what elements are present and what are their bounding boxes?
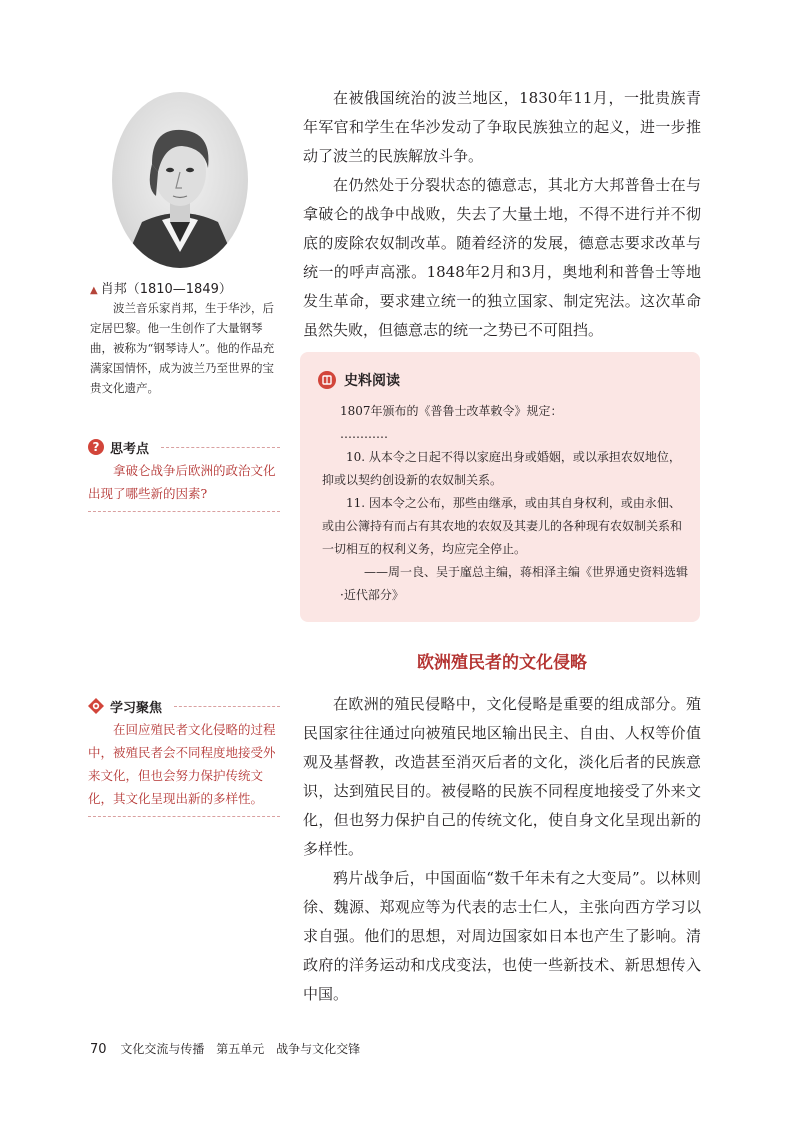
learning-focus-bottom-rule — [88, 816, 280, 817]
learning-focus-box — [88, 696, 280, 817]
page-number: 70 — [90, 1042, 107, 1057]
think-point-title: 思考点 — [110, 441, 150, 457]
source-reading-header — [318, 370, 400, 390]
source-reading-text — [322, 400, 690, 607]
think-point-header — [88, 437, 280, 457]
source-reading-box — [300, 352, 700, 622]
footer-book-title: 文化交流与传播 — [120, 1042, 205, 1056]
portrait-caption-title: ▲ 肖邦（1810—1849） — [90, 282, 232, 297]
paragraph-poland: 在被俄国统治的波兰地区，1830年11月，一批贵族青年军官和学生在华沙发动了争取民族独立的起义，进一步推动了波兰的民族解放斗争。 — [303, 89, 701, 165]
chopin-portrait — [112, 92, 248, 268]
paragraph-cultural-invasion: 在欧洲的殖民侵略中，文化侵略是重要的组成部分。殖民国家往往通过向被殖民地区输出民主、自由、人权等价值观及基督教，改造甚至消灭后者的文化，淡化后者的民族意识，达到殖民目的。被侵略的民族不同程度地接受了外来文化，但也努力保护自己的传统文化，使自身文化呈现出新的多样性。 — [303, 695, 701, 858]
target-icon — [88, 698, 104, 714]
source-reading-title: 史料阅读 — [344, 373, 400, 389]
paragraph-opium-war: 鸦片战争后，中国面临“数千年未有之大变局”。以林则徐、魏源、郑观应等为代表的志士仁人，主张向西方学习以求自强。他们的思想，对周边国家如日本也产生了影响。清政府的洋务运动和戊戌变法，也使一些新技术、新思想传入中国。 — [303, 869, 701, 1003]
think-point-box — [88, 437, 280, 512]
think-point-body: 拿破仑战争后欧洲的政治文化出现了哪些新的因素? — [88, 463, 276, 501]
question-icon: ? — [88, 439, 104, 455]
page-footer — [90, 1040, 368, 1057]
source-item-11: 11. 因本令之公布，那些由继承，或由其自身权利，或由永佃、或由公簿持有而占有其农地的农奴及其妻儿的各种现有农奴制关系和一切相互的权利义务，均应完全停止。 — [322, 496, 683, 556]
main-text-bottom — [303, 690, 701, 1009]
learning-focus-body: 在回应殖民者文化侵略的过程中，被殖民者会不同程度地接受外来文化，但也会努力保护传统文化，其文化呈现出新的多样性。 — [88, 722, 276, 806]
portrait-caption-text: 波兰音乐家肖邦，生于华沙，后定居巴黎。他一生创作了大量钢琴曲，被称为“钢琴诗人”。他的作品充满家国情怀，成为波兰乃至世界的宝贵文化遗产。 — [90, 301, 275, 395]
source-item-10: 10. 从本令之日起不得以家庭出身或婚姻，或以承担农奴地位，抑或以契约创设新的农奴制关系。 — [322, 450, 681, 487]
source-intro-line: 1807年颁布的《普鲁士改革敕令》规定： — [340, 404, 563, 418]
think-point-bottom-rule — [88, 511, 280, 512]
source-ellipsis: ………… — [340, 427, 388, 441]
source-citation: ——周一良、吴于廑总主编，蒋相泽主编《世界通史资料选辑·近代部分》 — [340, 565, 689, 602]
paragraph-germany: 在仍然处于分裂状态的德意志，其北方大邦普鲁士在与拿破仑的战争中战败，失去了大量土地，不得不进行并不彻底的废除农奴制改革。随着经济的发展，德意志要求改革与统一的呼声高涨。1848年2月和3月，奥地利和普鲁士等地发生革命，要求建立统一的独立国家、制定宪法。这次革命虽然失败，但德意志的统一之势已不可阻挡。 — [303, 176, 701, 339]
book-icon — [318, 371, 336, 389]
learning-focus-title: 学习聚焦 — [110, 700, 163, 716]
header-divider — [174, 706, 280, 707]
main-text-top — [303, 84, 701, 345]
footer-unit-title: 战争与文化交锋 — [276, 1042, 361, 1056]
learning-focus-header — [88, 696, 280, 716]
footer-unit: 第五单元 — [216, 1042, 265, 1056]
section-title: 欧洲殖民者的文化侵略 — [417, 653, 587, 673]
header-divider — [161, 447, 280, 448]
triangle-icon: ▲ — [90, 285, 98, 296]
